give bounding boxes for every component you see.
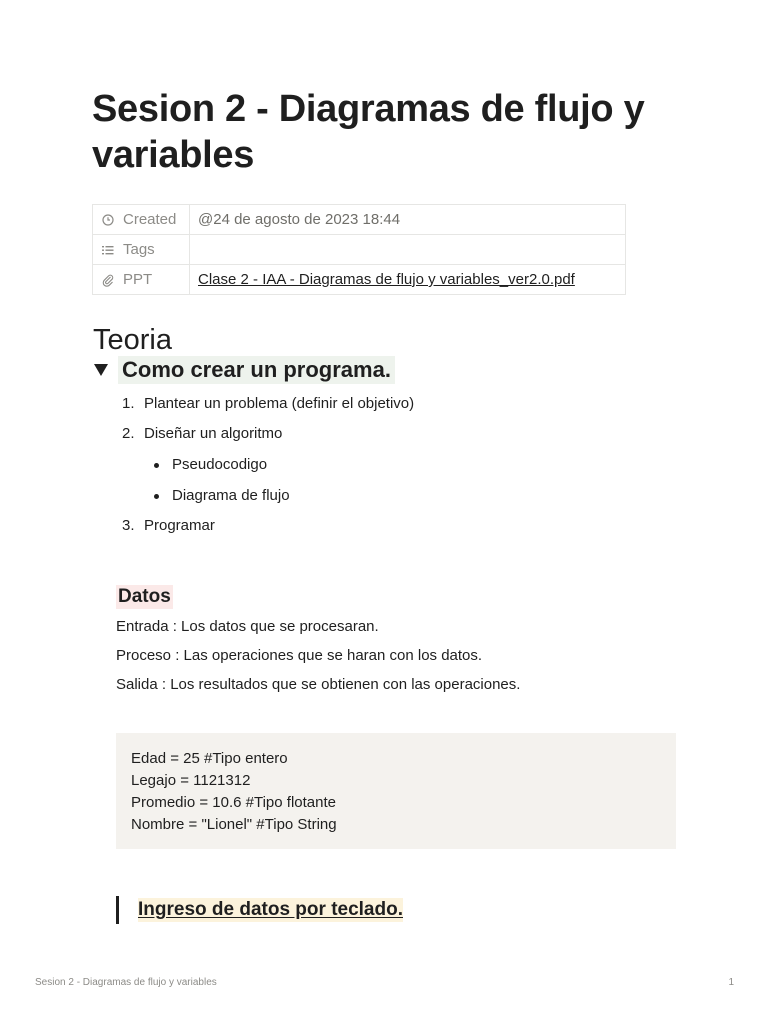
properties-table	[92, 204, 626, 295]
property-key: Tags	[123, 241, 155, 258]
paperclip-icon	[101, 273, 115, 287]
toggle-triangle-icon[interactable]	[94, 364, 108, 376]
property-key: PPT	[123, 271, 153, 288]
quote-block	[116, 896, 403, 924]
bullet-item: Diagrama de flujo	[154, 486, 290, 506]
paragraph: Salida : Los resultados que se obtienen con las operaciones.	[116, 676, 521, 693]
list-item: 3. Programar	[122, 517, 215, 534]
toggle-block[interactable]	[93, 356, 395, 384]
footer-page-number: 1	[728, 977, 734, 988]
code-line: Edad = 25 #Tipo entero	[131, 750, 288, 767]
paragraph: Proceso : Las operaciones que se haran con los datos.	[116, 647, 483, 664]
property-row-ppt	[93, 265, 626, 295]
bullet-item: Pseudocodigo	[154, 455, 267, 475]
code-line: Promedio = 10.6 #Tipo flotante	[131, 794, 336, 811]
toggle-heading: Como crear un programa.	[118, 356, 395, 384]
code-block[interactable]	[116, 733, 676, 849]
code-line: Legajo = 1121312	[131, 772, 251, 789]
ppt-file-link[interactable]: Clase 2 - IAA - Diagramas de flujo y variables_ver2.0.pdf	[198, 271, 575, 288]
paragraph: Entrada : Los datos que se procesaran.	[116, 618, 379, 635]
clock-icon	[101, 213, 115, 227]
list-icon	[101, 243, 115, 257]
footer-title: Sesion 2 - Diagramas de flujo y variables	[35, 977, 217, 988]
datos-heading: Datos	[118, 586, 171, 607]
list-item: 2. Diseñar un algoritmo	[122, 425, 283, 442]
page-title: Sesion 2 - Diagramas de flujo y variables	[92, 88, 645, 176]
property-value-created[interactable]: @24 de agosto de 2023 18:44	[190, 205, 626, 235]
property-value-tags[interactable]	[190, 235, 626, 265]
bullet-dot-icon	[154, 463, 159, 468]
property-row-created	[93, 205, 626, 235]
property-row-tags	[93, 235, 626, 265]
code-line: Nombre = "Lionel" #Tipo String	[131, 816, 337, 833]
quote-text: Ingreso de datos por teclado.	[138, 899, 403, 920]
bullet-dot-icon	[154, 494, 159, 499]
list-item: 1. Plantear un problema (definir el objetivo)	[122, 395, 415, 412]
section-heading: Teoria	[93, 324, 172, 356]
property-key: Created	[123, 211, 177, 228]
